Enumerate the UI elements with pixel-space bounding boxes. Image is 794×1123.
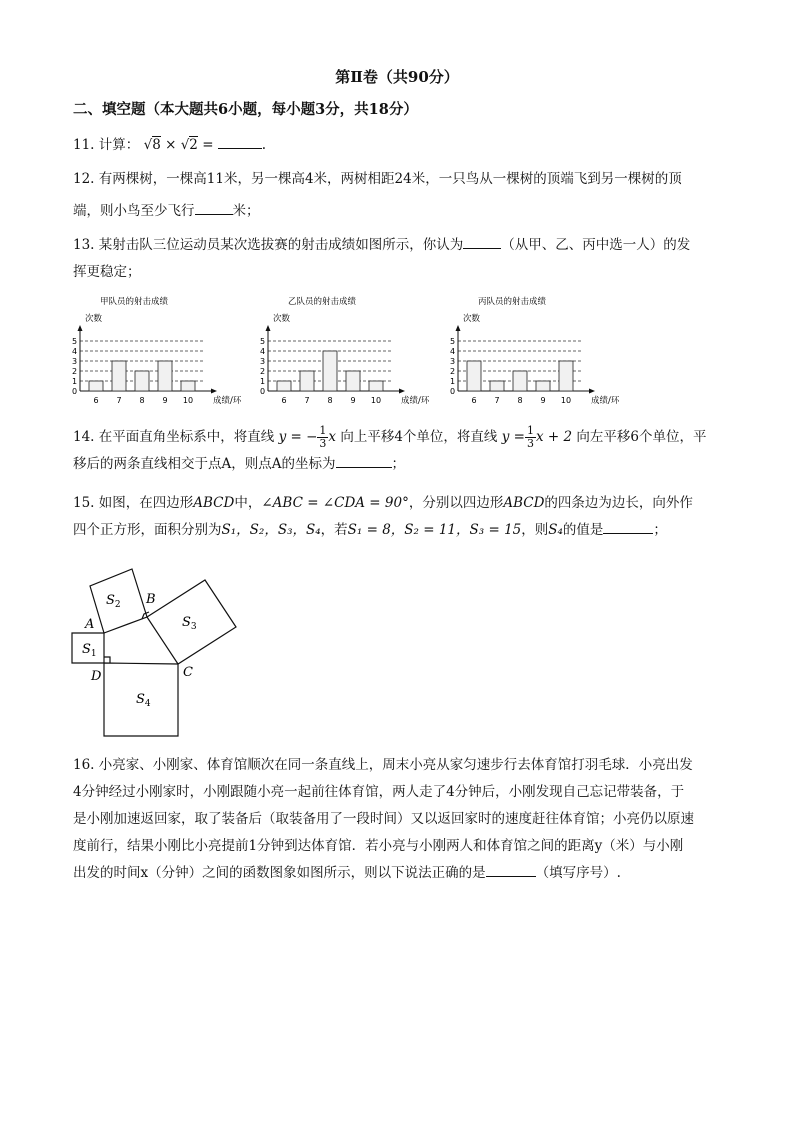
y-tick-label: 5 bbox=[72, 337, 78, 346]
q11-prefix: 计算： bbox=[98, 137, 140, 153]
y-tick-label: 3 bbox=[260, 357, 266, 366]
bar bbox=[513, 371, 527, 391]
q16-line: 16. 小亮家、小刚家、体育馆顺次在同一条直线上，周末小亮从家匀速步行去体育馆打羽毛球．小亮出发 bbox=[73, 757, 693, 773]
q11-times: × bbox=[165, 137, 177, 153]
bar bbox=[346, 371, 360, 391]
q11-radicand-b: 2 bbox=[189, 137, 198, 153]
q15-text: 15. 如图，在四边形 bbox=[73, 495, 194, 511]
area-label-s3: $S_3$ bbox=[182, 615, 197, 632]
y-axis-label: 次数 bbox=[273, 314, 291, 324]
bar-chart bbox=[450, 296, 620, 406]
x-axis-label: 成绩/环 bbox=[591, 396, 620, 406]
chart-title: 丙队员的射击成绩 bbox=[478, 297, 547, 307]
shooting-score-charts bbox=[60, 292, 720, 410]
x-tick-label: 9 bbox=[350, 396, 356, 405]
bar-chart bbox=[72, 296, 242, 406]
question-14 bbox=[73, 424, 723, 478]
y-tick-label: 2 bbox=[72, 367, 78, 376]
y-tick-label: 5 bbox=[450, 337, 456, 346]
q15-text: ，若 bbox=[320, 522, 348, 538]
bar bbox=[300, 371, 314, 391]
x-axis-arrow bbox=[589, 389, 595, 394]
bar bbox=[135, 371, 149, 391]
q15-text: 的四条边为边长，向外作 bbox=[544, 495, 693, 511]
q16-line: 是小刚加速返回家，取了装备后（取装备用了一段时间）又以返回家时的速度赶往体育馆；小亮仍以原速 bbox=[73, 811, 694, 827]
bar bbox=[490, 381, 504, 391]
x-axis-label: 成绩/环 bbox=[401, 396, 430, 406]
x-tick-label: 9 bbox=[162, 396, 168, 405]
x-tick-label: 6 bbox=[471, 396, 477, 405]
x-tick-label: 6 bbox=[281, 396, 287, 405]
q15-text: ，则 bbox=[521, 522, 549, 538]
x-tick-label: 8 bbox=[139, 396, 145, 405]
vertex-label-a: A bbox=[85, 617, 95, 632]
q11-radicand-a: 8 bbox=[152, 137, 161, 153]
sqrt-symbol: √ bbox=[143, 137, 153, 153]
y-axis-arrow bbox=[456, 325, 461, 331]
q11-suffix: . bbox=[261, 137, 267, 153]
bar bbox=[277, 381, 291, 391]
x-tick-label: 10 bbox=[182, 396, 194, 405]
squares-figure bbox=[60, 560, 250, 750]
bar bbox=[536, 381, 550, 391]
answer-blank[interactable] bbox=[195, 202, 233, 215]
area-symbols: S₁，S₂，S₃，S₄ bbox=[221, 522, 321, 538]
q16-last-prefix: 出发的时间x（分钟）之间的函数图象如图所示，则以下说法正确的是 bbox=[73, 865, 486, 881]
q12-line2-prefix: 端，则小鸟至少飞行 bbox=[73, 203, 195, 219]
y-tick-label: 5 bbox=[260, 337, 266, 346]
angle-condition: ∠ABC = ∠CDA = 90° bbox=[261, 495, 409, 511]
x-axis-arrow bbox=[211, 389, 217, 394]
line1-rhs: x bbox=[328, 429, 337, 445]
q16-last-suffix: （填写序号）. bbox=[535, 865, 621, 881]
bar bbox=[559, 361, 573, 391]
quad-name: ABCD bbox=[503, 495, 545, 511]
q15-text: ； bbox=[653, 522, 667, 538]
x-axis-arrow bbox=[399, 389, 405, 394]
answer-blank[interactable] bbox=[603, 521, 653, 534]
question-11 bbox=[73, 132, 723, 159]
bar bbox=[181, 381, 195, 391]
line2-rhs: x + 2 bbox=[535, 429, 573, 445]
y-tick-label: 4 bbox=[260, 347, 266, 356]
answer-blank[interactable] bbox=[218, 136, 262, 149]
bar bbox=[112, 361, 126, 391]
y-axis-label: 次数 bbox=[463, 314, 481, 324]
answer-blank[interactable] bbox=[336, 455, 392, 468]
y-axis-label: 次数 bbox=[85, 314, 103, 324]
q13-line1-suffix: （从甲、乙、丙中选一人）的发 bbox=[501, 237, 691, 253]
q11-number: 11. bbox=[73, 137, 95, 153]
y-tick-label: 1 bbox=[72, 377, 78, 386]
x-tick-label: 10 bbox=[560, 396, 572, 405]
q14-part3: 向左平移6个单位，平 bbox=[576, 429, 707, 445]
x-tick-label: 9 bbox=[540, 396, 546, 405]
q14-part2: 向上平移4个单位，将直线 bbox=[340, 429, 498, 445]
question-16 bbox=[73, 752, 723, 887]
q12-line2-suffix: 米； bbox=[232, 203, 260, 219]
question-12 bbox=[73, 166, 723, 225]
given-values: S₁ = 8，S₂ = 11，S₃ = 15 bbox=[347, 522, 522, 538]
page-title: 第Ⅱ卷（共90分） bbox=[335, 68, 459, 86]
line2-lhs: y = bbox=[501, 429, 525, 445]
x-axis-label: 成绩/环 bbox=[213, 396, 242, 406]
answer-blank[interactable] bbox=[463, 236, 501, 249]
y-tick-label: 1 bbox=[450, 377, 456, 386]
y-axis-arrow bbox=[78, 325, 83, 331]
fraction-one-third: $\frac{1}{3}$ bbox=[526, 424, 534, 450]
q13-line1-prefix: 13. 某射击队三位运动员某次选拔赛的射击成绩如图所示，你认为 bbox=[73, 237, 464, 253]
x-tick-label: 8 bbox=[327, 396, 333, 405]
y-tick-label: 1 bbox=[260, 377, 266, 386]
q12-line1: 12. 有两棵树，一棵高11米，另一棵高4米，两树相距24米，一只鸟从一棵树的顶端飞到另一棵树的顶 bbox=[73, 171, 682, 187]
question-15 bbox=[73, 490, 723, 544]
fraction-one-third: $\frac{1}{3}$ bbox=[319, 424, 327, 450]
x-tick-label: 7 bbox=[304, 396, 310, 405]
y-tick-label: 4 bbox=[72, 347, 78, 356]
q11-equals: = bbox=[202, 137, 214, 153]
right-angle-mark-d bbox=[104, 657, 110, 663]
q15-text: 中， bbox=[234, 495, 262, 511]
q14-line2-prefix: 移后的两条直线相交于点A，则点A的坐标为 bbox=[73, 456, 336, 472]
q16-line: 度前行，结果小刚比小亮提前1分钟到达体育馆．若小亮与小刚两人和体育馆之间的距离y（米）与小刚 bbox=[73, 838, 684, 854]
chart-title: 乙队员的射击成绩 bbox=[288, 297, 357, 307]
x-tick-label: 7 bbox=[494, 396, 500, 405]
area-label-s1: $S_1$ bbox=[82, 642, 97, 659]
q14-part1: 14. 在平面直角坐标系中，将直线 bbox=[73, 429, 275, 445]
bar bbox=[323, 351, 337, 391]
x-tick-label: 7 bbox=[116, 396, 122, 405]
area-label-s2: $S_2$ bbox=[106, 593, 121, 610]
area-label-s4: $S_4$ bbox=[136, 692, 151, 709]
y-tick-label: 3 bbox=[72, 357, 78, 366]
y-tick-label: 0 bbox=[450, 387, 456, 396]
x-tick-label: 8 bbox=[517, 396, 523, 405]
bar bbox=[369, 381, 383, 391]
vertex-label-d: D bbox=[91, 669, 102, 684]
bar bbox=[158, 361, 172, 391]
line1-lhs: y = − bbox=[278, 429, 318, 445]
question-13 bbox=[73, 232, 723, 286]
y-tick-label: 0 bbox=[260, 387, 266, 396]
q15-text: ，分别以四边形 bbox=[408, 495, 504, 511]
q14-line2-suffix: ； bbox=[391, 456, 405, 472]
bar bbox=[89, 381, 103, 391]
bar bbox=[467, 361, 481, 391]
section-heading: 二、填空题（本大题共6小题，每小题3分，共18分） bbox=[73, 101, 418, 118]
answer-blank[interactable] bbox=[486, 864, 536, 877]
x-tick-label: 6 bbox=[93, 396, 99, 405]
vertex-label-b: B bbox=[146, 592, 156, 607]
chart-title: 甲队员的射击成绩 bbox=[100, 297, 169, 307]
sqrt-symbol: √ bbox=[180, 137, 190, 153]
y-axis-arrow bbox=[266, 325, 271, 331]
y-tick-label: 2 bbox=[450, 367, 456, 376]
area-s4: S₄ bbox=[548, 522, 563, 538]
quad-name: ABCD bbox=[193, 495, 235, 511]
q15-text: 四个正方形，面积分别为 bbox=[73, 522, 222, 538]
q13-line2: 挥更稳定； bbox=[73, 264, 141, 280]
y-tick-label: 0 bbox=[72, 387, 78, 396]
y-tick-label: 4 bbox=[450, 347, 456, 356]
bar-chart bbox=[260, 296, 430, 406]
y-tick-label: 3 bbox=[450, 357, 456, 366]
y-tick-label: 2 bbox=[260, 367, 266, 376]
q16-line: 4分钟经过小刚家时，小刚跟随小亮一起前往体育馆，两人走了4分钟后，小刚发现自己忘记带装备，于 bbox=[73, 784, 685, 800]
vertex-label-c: C bbox=[183, 665, 193, 680]
x-tick-label: 10 bbox=[370, 396, 382, 405]
q15-text: 的值是 bbox=[562, 522, 604, 538]
